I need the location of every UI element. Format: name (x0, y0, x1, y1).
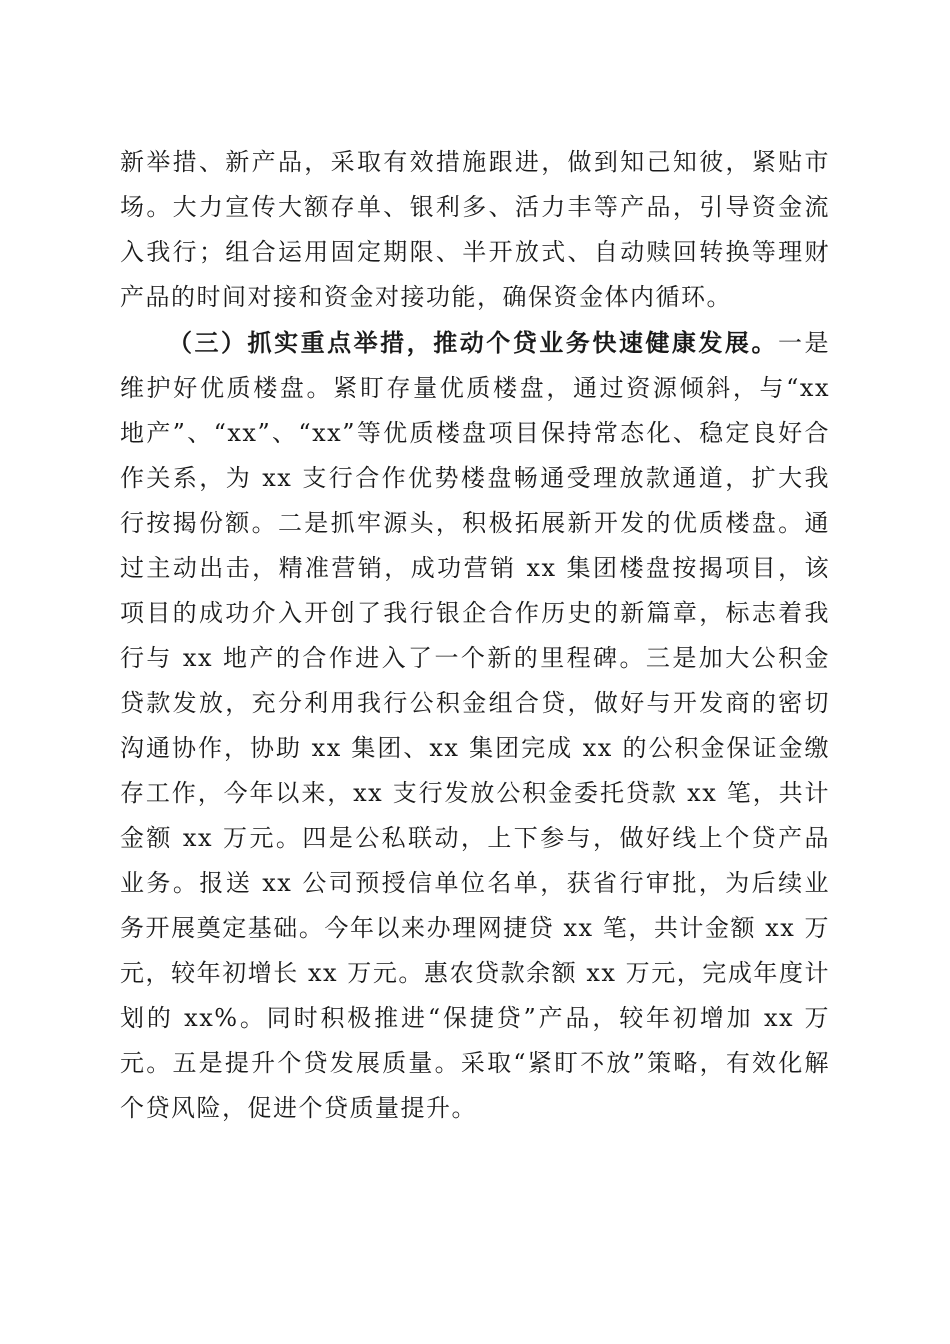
section-3-heading: （三）抓实重点举措，推动个贷业务快速健康发展。 (168, 328, 778, 357)
section-3-body: 一是维护好优质楼盘。紧盯存量优质楼盘，通过资源倾斜，与“xx 地产”、“xx”、“xx”等优质楼盘项目保持常态化、稳定良好合作关系，为 xx 支行合作优势楼盘畅通受理放款通道，扩大我行按揭份额。二是抓牢源头，积极拓展新开发的优质楼盘。通过主动出击，精准营销，成功营销 xx 集团楼盘按揭项目，该项目的成功介入开创了我行银企合作历史的新篇章，标志着我行与 xx 地产的合作进入了一个新的里程碑。三是加大公积金贷款发放，充分利用我行公积金组合贷，做好与开发商的密切沟通协作，协助 xx 集团、xx 集团完成 xx 的公积金保证金缴存工作，今年以来，xx 支行发放公积金委托贷款 xx 笔，共计金额 xx 万元。四是公私联动，上下参与，做好线上个贷产品业务。报送 xx 公司预授信单位名单，获省行审批，为后续业务开展奠定基础。今年以来办理网捷贷 xx 笔，共计金额 xx 万元，较年初增长 xx 万元。惠农贷款余额 xx 万元，完成年度计划的 xx%。同时积极推进“保捷贷”产品，较年初增加 xx 万元。五是提升个贷发展质量。采取“紧盯不放”策略，有效化解个贷风险，促进个贷质量提升。 (120, 329, 831, 1122)
paragraph-section-3 (120, 320, 830, 1131)
document-body (120, 140, 830, 1131)
paragraph-continuation: 新举措、新产品，采取有效措施跟进，做到知己知彼，紧贴市场。大力宣传大额存单、银利多、活力丰等产品，引导资金流入我行；组合运用固定期限、半开放式、自动赎回转换等理财产品的时间对接和资金对接功能，确保资金体内循环。 (120, 148, 830, 311)
